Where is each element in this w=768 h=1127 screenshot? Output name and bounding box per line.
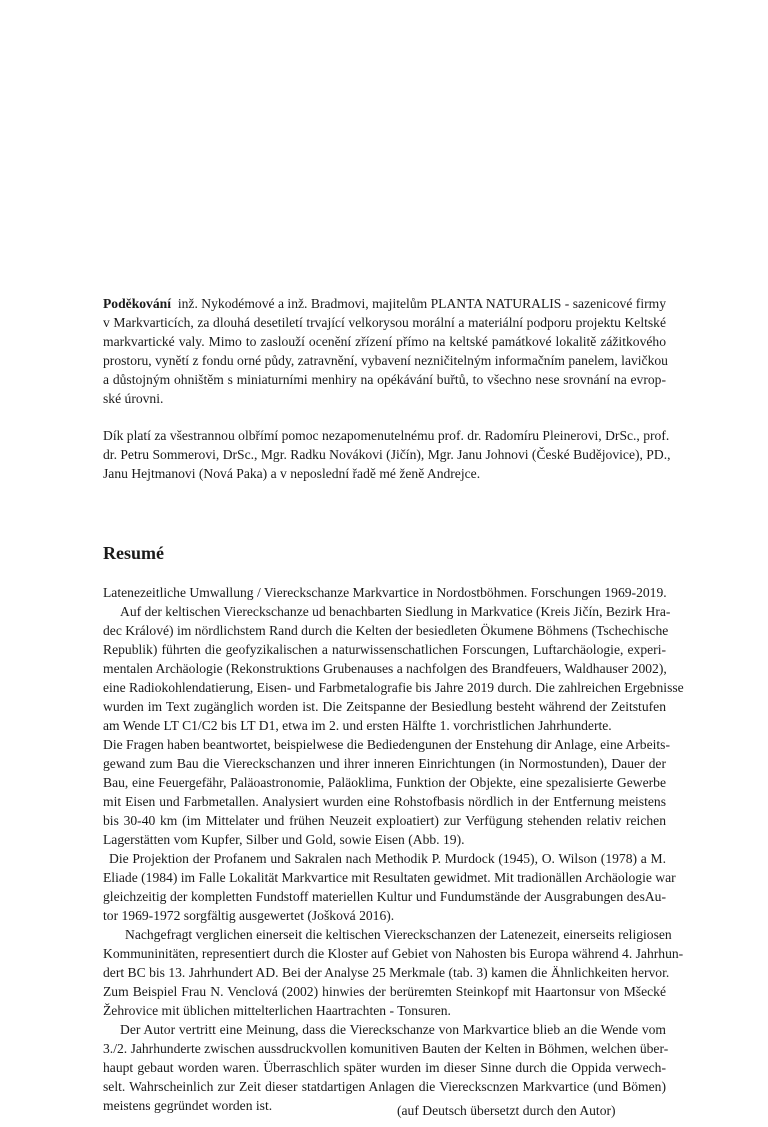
resume-line: tor 1969-1972 sorgfältig ausgewertet (Jošková 2016). [103, 908, 395, 923]
resume-body [103, 583, 684, 1115]
resume-line: wurden im Text zugänglich worden ist. Die Zeitspanne der Besiedlung besteht während der Zeitstufen [103, 699, 666, 714]
resume-line: dec Králové) im nördlichstem Rand durch die Kelten der besiedleten Ökumene Böhmens (Tschechische [103, 623, 669, 638]
acknowledgement-line: v Markvarticích, za dlouhá desetiletí trvající velkorysou morální a materiální podporu projektu Keltské [103, 315, 666, 330]
resume-line: dert BC bis 13. Jahrhundert AD. Bei der Analyse 25 Merkmale (tab. 3) kamen die Ähnlichkeiten hervor. [103, 965, 670, 980]
resume-line: selt. Wahrscheinlich zur Zeit dieser statdartigen Anlagen die Viereckscnzen Markvartice (und Bömen) [103, 1079, 666, 1094]
resume-heading: Resumé [103, 543, 164, 563]
resume-line: Die Fragen haben beantwortet, beispielwese die Bediedengunen der Enstehung dir Anlage, eine Arbeits- [103, 737, 670, 752]
thanks-line: Janu Hejtmanovi (Nová Paka) a v neposlední řadě mé ženě Andrejce. [103, 466, 481, 481]
acknowledgement-line: prostoru, vynětí z fondu orné půdy, zatravnění, vybavení nezničitelným informačním panelem, lavičkou [103, 353, 668, 368]
resume-line: Žehrovice mit üblichen mittelterlichen Haartrachten - Tonsuren. [103, 1003, 451, 1018]
resume-line: Bau, eine Feuergefähr, Paläoastronomie, Paläoklima, Funktion der Objekte, eine spezalisierte Gewerbe [103, 775, 666, 790]
resume-line: 3./2. Jahrhunderte zwischen aussdruckvollen komunitiven Bauten der Kelten in Böhmen, welchen über- [103, 1041, 669, 1056]
resume-line: mit Eisen und Farbmetallen. Analysiert wurden eine Rohstofbasis nördlich in der Entfernung meistens [103, 794, 666, 809]
acknowledgement-line: a důstojným ohništěm s miniaturními menhiry na opékávání buřtů, to všechno nese srovnání na evrop- [103, 372, 666, 387]
resume-line: mentalen Archäologie (Rekonstruktions Grubenauses a nachfolgen des Brandfeuers, Waldhauser 2002), [103, 661, 667, 676]
resume-line: Nachgefragt verglichen einerseit die keltischen Viereckschanzen der Latenezeit, einerseits religiosen [125, 927, 672, 942]
resume-line: gewand zum Bau die Viereckschanzen und ihrer inneren Einrichtungen (in Normostunden), Dauer der [103, 756, 666, 771]
resume-line: Auf der keltischen Viereckschanze ud benachbarten Siedlung in Markvatice (Kreis Jičín, Bezirk Hra- [120, 604, 671, 619]
resume-line: Lagerstätten vom Kupfer, Silber und Gold, sowie Eisen (Abb. 19). [103, 832, 465, 847]
thanks-paragraph [103, 426, 671, 483]
resume-line: Die Projektion der Profanem und Sakralen nach Methodik P. Murdock (1945), O. Wilson (1978) a M. [109, 851, 666, 866]
resume-line: gleichzeitig der kompletten Fundstoff materiellen Kultur und Fundumstände der Ausgrabungen desAu- [103, 889, 666, 904]
resume-line: Kommuninitäten, representiert durch die Kloster auf Gebiet von Nahosten bis Europa während 4. Jahrhun- [103, 946, 684, 961]
acknowledgement-line [103, 294, 666, 313]
acknowledgement-title: Poděkování [103, 296, 171, 311]
resume-line: Republik) führten die geofyzikalischen a naturwissenschatlichen Forscungen, Luftarchäologie, experi- [103, 642, 666, 657]
thanks-line: dr. Petru Sommerovi, DrSc., Mgr. Radku Novákovi (Jičín), Mgr. Janu Johnovi (České Budějovice), PD., [103, 447, 671, 462]
thanks-line: Dík platí za všestrannou olbřímí pomoc nezapomenutelnému prof. dr. Radomíru Pleinerovi, DrSc., prof. [103, 428, 670, 443]
acknowledgement-paragraph [103, 294, 666, 408]
acknowledgement-line-text: inž. Nykodémové a inž. Bradmovi, majitelům PLANTA NATURALIS - sazenicové firmy [177, 296, 667, 311]
resume-line: meistens gegründet worden ist. [103, 1098, 273, 1113]
resume-line: eine Radiokohlendatierung, Eisen- und Farbmetalografie bis Jahre 2019 durch. Die zahlreichen Ergebnisse [103, 680, 684, 695]
resume-line: Latenezeitliche Umwallung / Viereckschanze Markvartice in Nordostböhmen. Forschungen 1969-2019. [103, 585, 667, 600]
acknowledgement-line: ské úrovni. [103, 391, 164, 406]
acknowledgement-line: markvartické valy. Mimo to zaslouží ocenění zřízení přímo na keltské památkové lokalitě zážitkového [103, 334, 666, 349]
resume-line: Der Autor vertritt eine Meinung, dass die Viereckschanze von Markvartice blieb an die Wende vom [120, 1022, 666, 1037]
resume-line: haupt gebaut worden waren. Überraschlich später wurden im dieser Sinne durch die Oppida verwech- [103, 1060, 666, 1075]
resume-line: am Wende LT C1/C2 bis LT D1, etwa im 2. und ersten Hälfte 1. vorchristlichen Jahrhunderte. [103, 718, 612, 733]
resume-line: Eliade (1984) im Falle Lokalität Markvartice mit Resultaten gewidmet. Mit tradionällen Archäologie war [103, 870, 676, 885]
resume-line: bis 30-40 km (im Mittelater und frühen Neuzeit exploatiert) zur Verfügung stehenden relativ reichen [103, 813, 666, 828]
translation-note: (auf Deutsch übersetzt durch den Autor) [397, 1103, 616, 1118]
resume-line: Zum Beispiel Frau N. Venclová (2002) hinwies der berüremten Steinkopf mit Haartonsur von Mšecké [103, 984, 666, 999]
